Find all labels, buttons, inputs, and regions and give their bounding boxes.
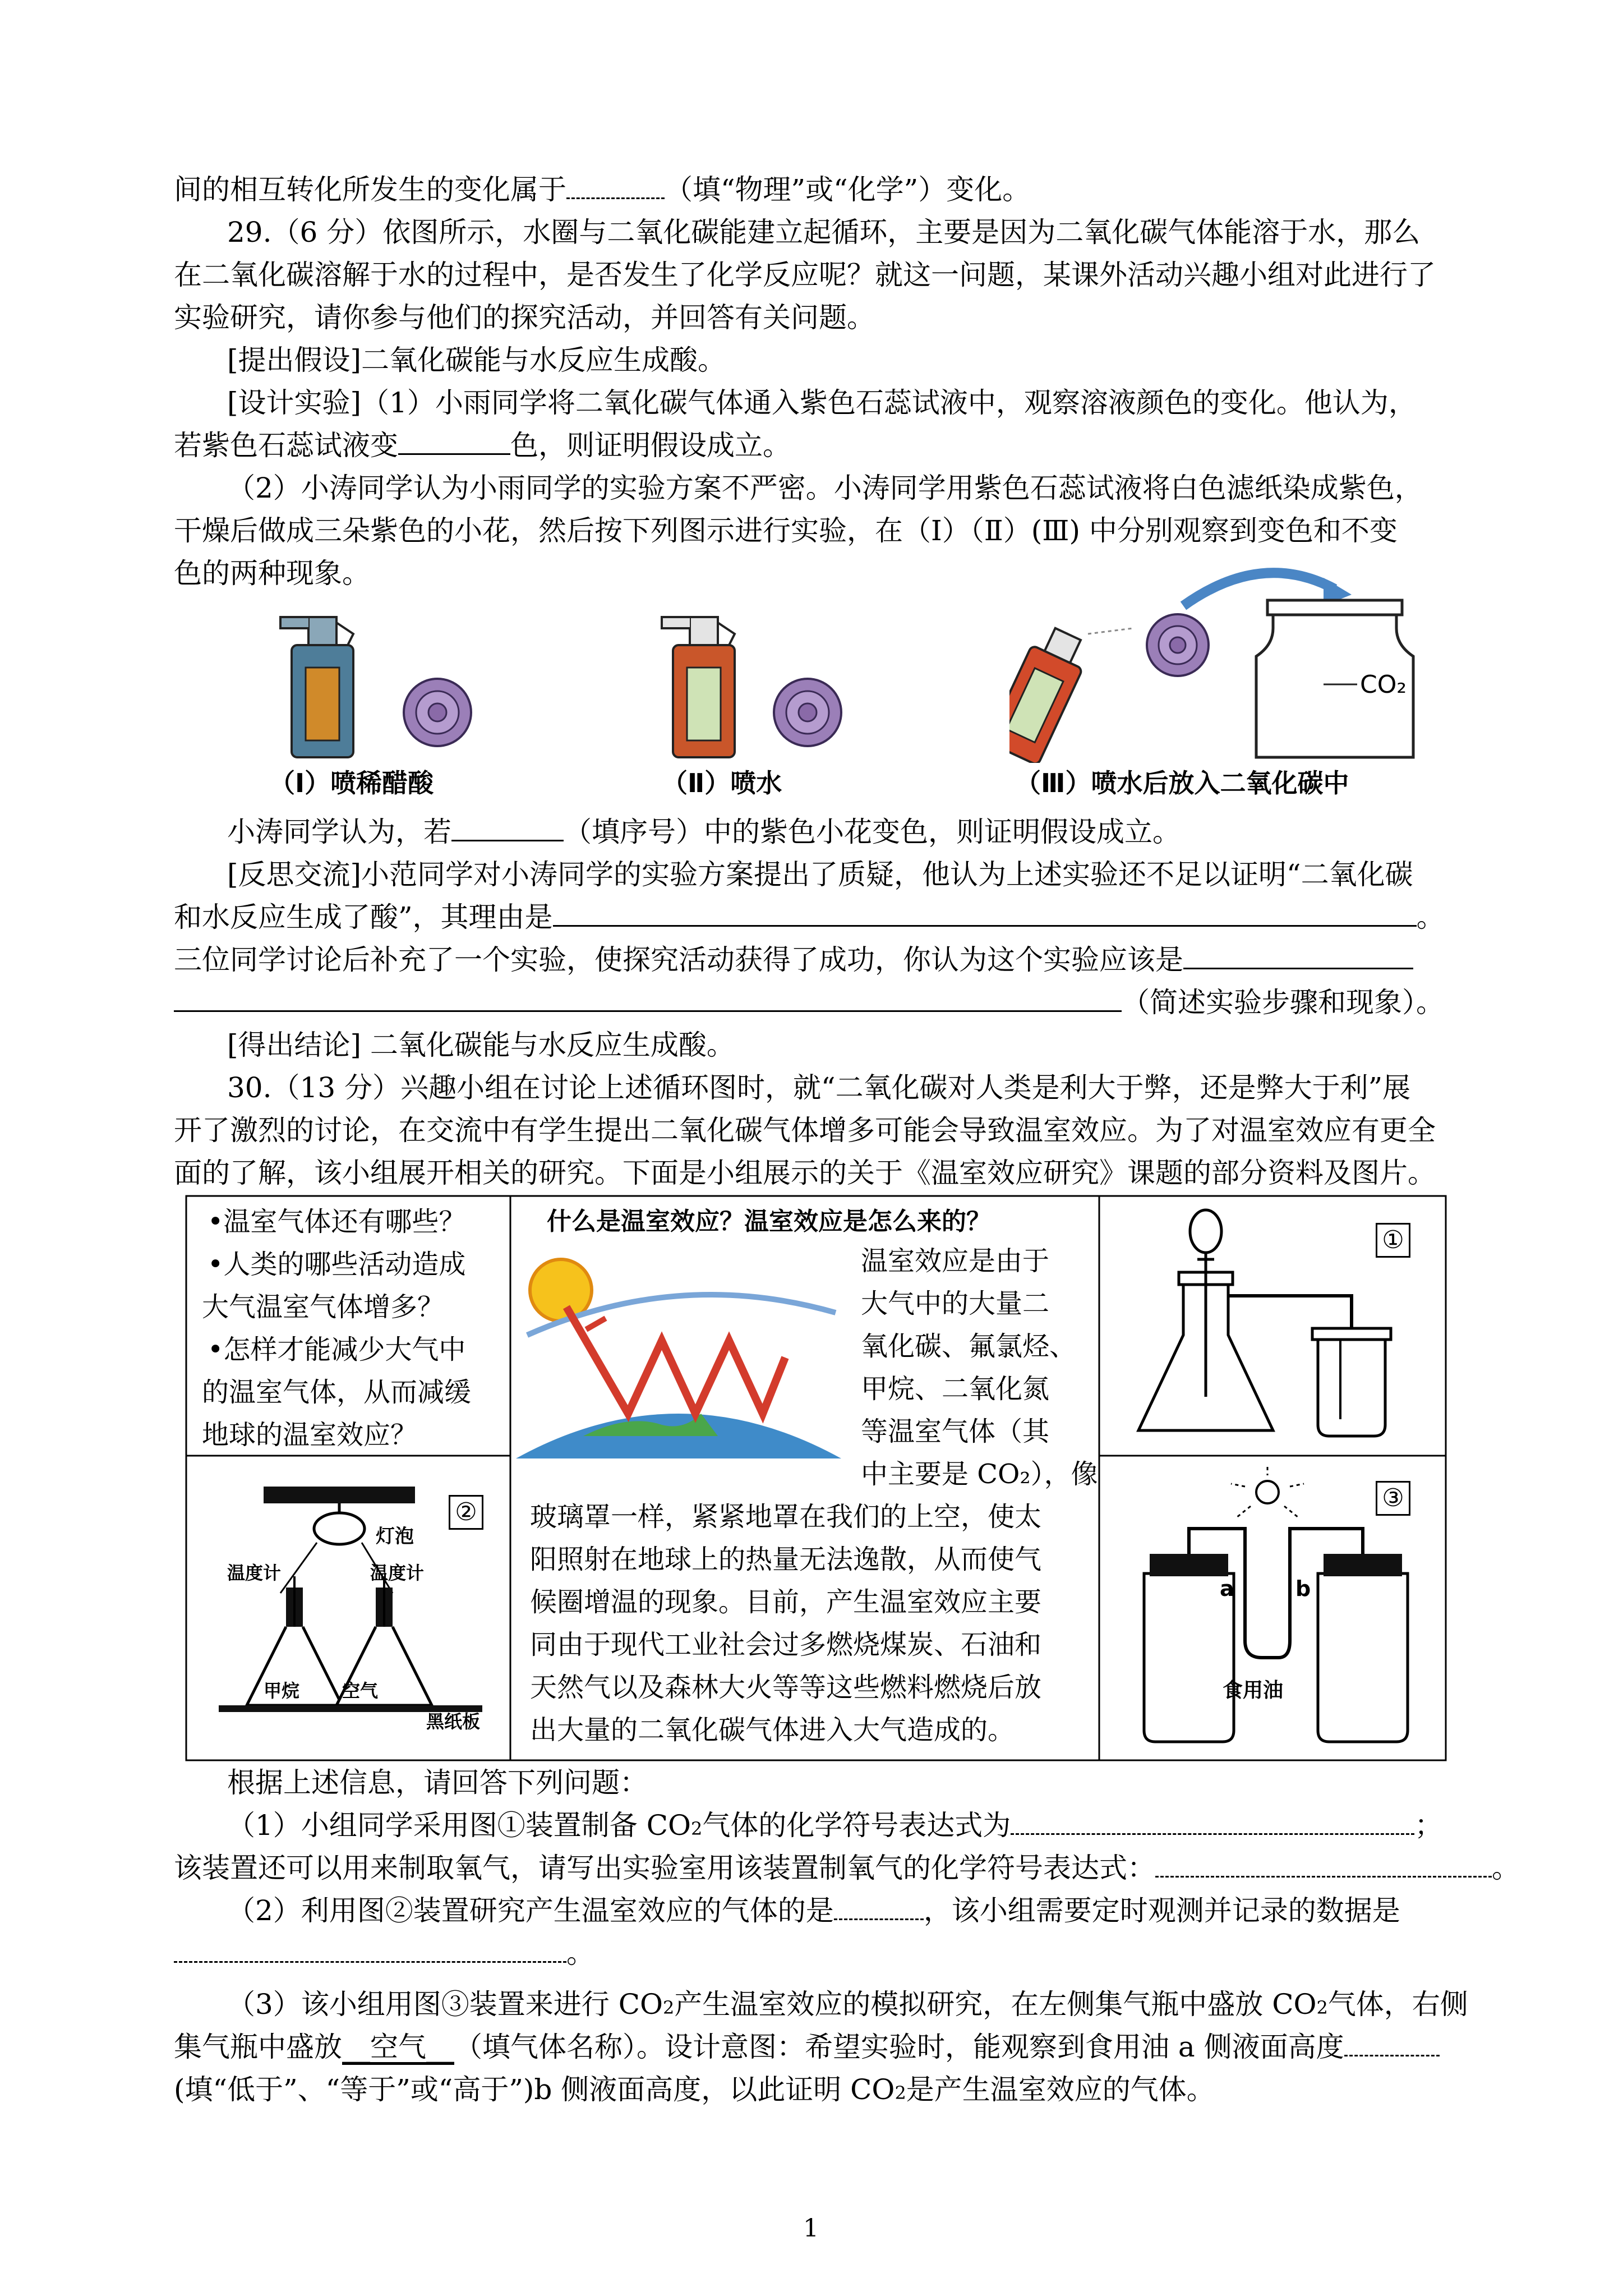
answer-blank[interactable] <box>1011 1811 1414 1835</box>
design-line-1: [设计实验]（1）小雨同学将二氧化碳气体通入紫色石蕊试液中，观察溶液颜色的变化。他认为， <box>227 386 1417 419</box>
label-methane: 甲烷 <box>264 1680 300 1701</box>
q29-line-3: 实验研究，请你参与他们的探究活动，并回答有关问题。 <box>174 301 875 334</box>
sub-q3-line-2: 集气瓶中盛放__空气__（填气体名称）。设计意图：希望实验时，能观察到食用油 a 侧液面高度 <box>174 2026 1440 2068</box>
label-b: b <box>1295 1576 1311 1601</box>
answer-blank[interactable] <box>1344 2032 1440 2056</box>
q30-line-1: 30.（13 分）兴趣小组在讨论上述循环图时，就“二氧化碳对人类是利大于弊，还是弊大于利”展 <box>227 1071 1411 1104</box>
greenhouse-illustration <box>516 1245 841 1458</box>
reflect-line-4: （简述实验步骤和现象）。 <box>174 981 1444 1024</box>
answer-blank[interactable] <box>174 988 1122 1012</box>
q29-line-2: 在二氧化碳溶解于水的过程中，是否发生了化学反应呢？就这一问题，某课外活动兴趣小组对此进行了 <box>174 259 1436 291</box>
text-line: 间的相互转化所发生的变化属于 （填“物理”或“化学”）变化。 <box>174 173 1031 206</box>
answer-blank[interactable] <box>174 1939 566 1963</box>
conclusion-line: [得出结论] 二氧化碳能与水反应生成酸。 <box>227 1029 735 1061</box>
lamp-thermometer-apparatus <box>213 1481 505 1733</box>
design-line-4: 干燥后做成三朵紫色的小花，然后按下列图示进行实验，在（Ⅰ）（Ⅱ）(Ⅲ) 中分别观察到变色和不变 <box>174 514 1398 547</box>
tao-line: 小涛同学认为，若 （填序号）中的紫色小花变色，则证明假设成立。 <box>227 816 1181 848</box>
label-air: 空气 <box>342 1680 379 1701</box>
answer-blank[interactable] <box>1183 945 1413 969</box>
label-thermometer-2: 温度计 <box>370 1562 425 1584</box>
co2-label: CO₂ <box>1360 670 1407 699</box>
label-a: a <box>1220 1576 1234 1601</box>
spray-bottle-water-figure <box>651 595 886 763</box>
figure-caption-2: （Ⅱ）喷水 <box>662 768 782 798</box>
figure-caption-1: （Ⅰ）喷稀醋酸 <box>269 768 434 798</box>
design-line-2: 若紫色石蕊试液变 色，则证明假设成立。 <box>174 429 791 462</box>
figure-number-3: ③ <box>1376 1481 1410 1516</box>
label-lamp: 灯泡 <box>376 1525 414 1548</box>
spray-then-co2-figure <box>1009 561 1469 763</box>
sub-q3-line-3: (填“低于”、“等于”或“高于”)b 侧液面高度，以此证明 CO2是产生温室效应的气体。 <box>174 2073 1215 2106</box>
spray-bottle-acetic-figure <box>269 595 505 763</box>
sub-q2-line: （2）利用图②装置研究产生温室效应的气体的是 ，该小组需要定时观测并记录的数据是 <box>227 1894 1400 1927</box>
label-black-board: 黑纸板 <box>426 1711 481 1732</box>
oil-u-tube-apparatus <box>1110 1461 1441 1753</box>
reflect-line-3: 三位同学讨论后补充了一个实验，使探究活动获得了成功，你认为这个实验应该是 <box>174 938 1413 981</box>
q30-line-3: 面的了解，该小组展开相关的研究。下面是小组展示的关于《温室效应研究》课题的部分资料及图片。 <box>174 1157 1436 1189</box>
answer-blank[interactable] <box>834 1896 924 1920</box>
answer-blank[interactable] <box>553 903 1417 927</box>
page-number: 1 <box>803 2214 819 2243</box>
design-line-3: （2）小涛同学认为小雨同学的实验方案不严密。小涛同学用紫色石蕊试液将白色滤纸染成紫色， <box>227 472 1423 504</box>
q30-line-2: 开了激烈的讨论，在交流中有学生提出二氧化碳气体增多可能会导致温室效应。为了对温室效应有更全 <box>174 1114 1436 1147</box>
label-cooking-oil: 食用油 <box>1223 1679 1284 1702</box>
document-page: 间的相互转化所发生的变化属于 （填“物理”或“化学”）变化。 29.（6 分）依图所示，水圈与二氧化碳能建立起循环，主要是因为二氧化碳气体能溶于水，那么 在二氧化碳溶解于水的过程中，是否发生了化学反应呢？就这一问题，某课外活动兴趣小组对此进行了 实验研究，请你参与他们的探究活动，并回答有关问题。 [提出假设]二氧化碳能与水反应生成酸。 [设计实验]（1）小雨同学将二氧化碳气体通入紫色石蕊试液中，观察溶液颜色的变化。他认为， 若紫色石蕊试液变 色，则证明假设成立。 （2）小涛同学认为小雨同学的实验方案不严密。小涛同学用紫色石蕊试液将白色滤纸染成紫色， 干燥后做成三朵紫色的小花，然后按下列图示进行实验，在（Ⅰ）（Ⅱ）(Ⅲ) 中分别观察到变色和不变 色的两种现象。 （Ⅰ）喷稀醋酸 （Ⅱ）喷水 CO₂ （Ⅲ）喷水后放入二氧化碳中 小涛同学认为，若 （填序号）中的紫色小花变色，则证明假设成立。 [反思交流]小范同学对小涛同学的实验方案提出了质疑，他认为上述实验还不足以证明“二氧化碳 和水反应生成了酸”，其理由是 。 三位同学讨论后补充了一个实验，使探究活动获得了成功，你认为这个实验应该是 （简述实验步骤和现象）。 [得出结论] 二氧化碳能与水反应生成酸。 30.（13 分）兴趣小组在讨论上述循环图时，就“二氧化碳对人类是利大于弊，还是弊大于利”展 开了激烈的讨论，在交流中有学生提出二氧化碳气体增多可能会导致温室效应。为了对温室效应有更全 面的了解，该小组展开相关的研究。下面是小组展示的关于《温室效应研究》课题的部分资料及图片。 •温室气体还有哪些？ •人类的哪些活动造成 大气温室气体增多？ •怎样才能减少大气中 的温室气体，从而减缓 地球的温室效应？ 什么是温室效应？温室效应是怎么来的？ 温室效应是由于 大气中的大量二 氧化碳、氟氯烃、 甲烷、二氧化氮 等温室气体（其 中主要是 CO₂），像 玻璃罩一样，紧紧地罩在我们的上空，使太 阳照射在地球上的热量无法逸散，从而使气 候圈增温的现象。目前，产生温室效应主要 同由于现代工业社会过多燃烧煤炭、石油和 天然气以及森林大火等等这些燃料燃烧后放 出大量的二氧化碳气体进入大气造成的。 ① ② 灯泡 温度计 温度计 甲烷 空气 黑纸板 ③ a b 食用油 根据上述信息，请回答下列问题： （1）小组同学采用图①装置制备 CO2气体的化学符号表达式为 ； 该装置还可以用来制取氧气，请写出实验室用该装置制氧气的化学符号表达式： 。 （2）利用图②装置研究产生温室效应的气体的是 ，该小组需要定时观测并记录的数据是 。 （3）该小组用图③装置来进行 CO2产生温室效应的模拟研究，在左侧集气瓶中盛放 CO2气体，右侧 集气瓶中盛放__空气__（填气体名称）。设计意图：希望实验时，能观察到食用油 a 侧液面高度 (填“低于”、“等于”或“高于”)b 侧液面高度，以此证明 CO2是产生温室效应的气体。 1 <box>0 0 1623 2296</box>
label-thermometer-1: 温度计 <box>227 1562 282 1584</box>
middle-cell-title: 什么是温室效应？温室效应是怎么来的？ <box>547 1207 991 1236</box>
sub-q1-line-2: 该装置还可以用来制取氧气，请写出实验室用该装置制氧气的化学符号表达式： 。 <box>174 1852 1520 1884</box>
reflect-line-2: 和水反应生成了酸”，其理由是 。 <box>174 901 1445 933</box>
sub-q3-line: （3）该小组用图③装置来进行 CO2产生温室效应的模拟研究，在左侧集气瓶中盛放 CO2气体，右侧 <box>227 1988 1468 2021</box>
answer-blank[interactable] <box>451 817 564 841</box>
answer-blank[interactable] <box>398 431 510 455</box>
sub-q1-line: （1）小组同学采用图①装置制备 CO2气体的化学符号表达式为 ； <box>227 1809 1443 1842</box>
info-line: 根据上述信息，请回答下列问题： <box>227 1766 648 1799</box>
design-line-5: 色的两种现象。 <box>174 557 370 590</box>
filled-answer: __空气__ <box>342 2031 454 2063</box>
figure-caption-3: （Ⅲ）喷水后放入二氧化碳中 <box>1015 768 1349 798</box>
hypothesis-line: [提出假设]二氧化碳能与水反应生成酸。 <box>227 344 726 376</box>
co2-generator-apparatus <box>1127 1206 1441 1453</box>
reflect-line-1: [反思交流]小范同学对小涛同学的实验方案提出了质疑，他认为上述实验还不足以证明“二氧化碳 <box>227 858 1413 891</box>
q29-line-1: 29.（6 分）依图所示，水圈与二氧化碳能建立起循环，主要是因为二氧化碳气体能溶于水，那么 <box>227 216 1421 249</box>
figure-number-2: ② <box>449 1495 483 1530</box>
sub-q2-line-2: 。 <box>174 1932 594 1975</box>
answer-blank[interactable] <box>1155 1853 1492 1878</box>
figure-number-1: ① <box>1376 1223 1410 1258</box>
